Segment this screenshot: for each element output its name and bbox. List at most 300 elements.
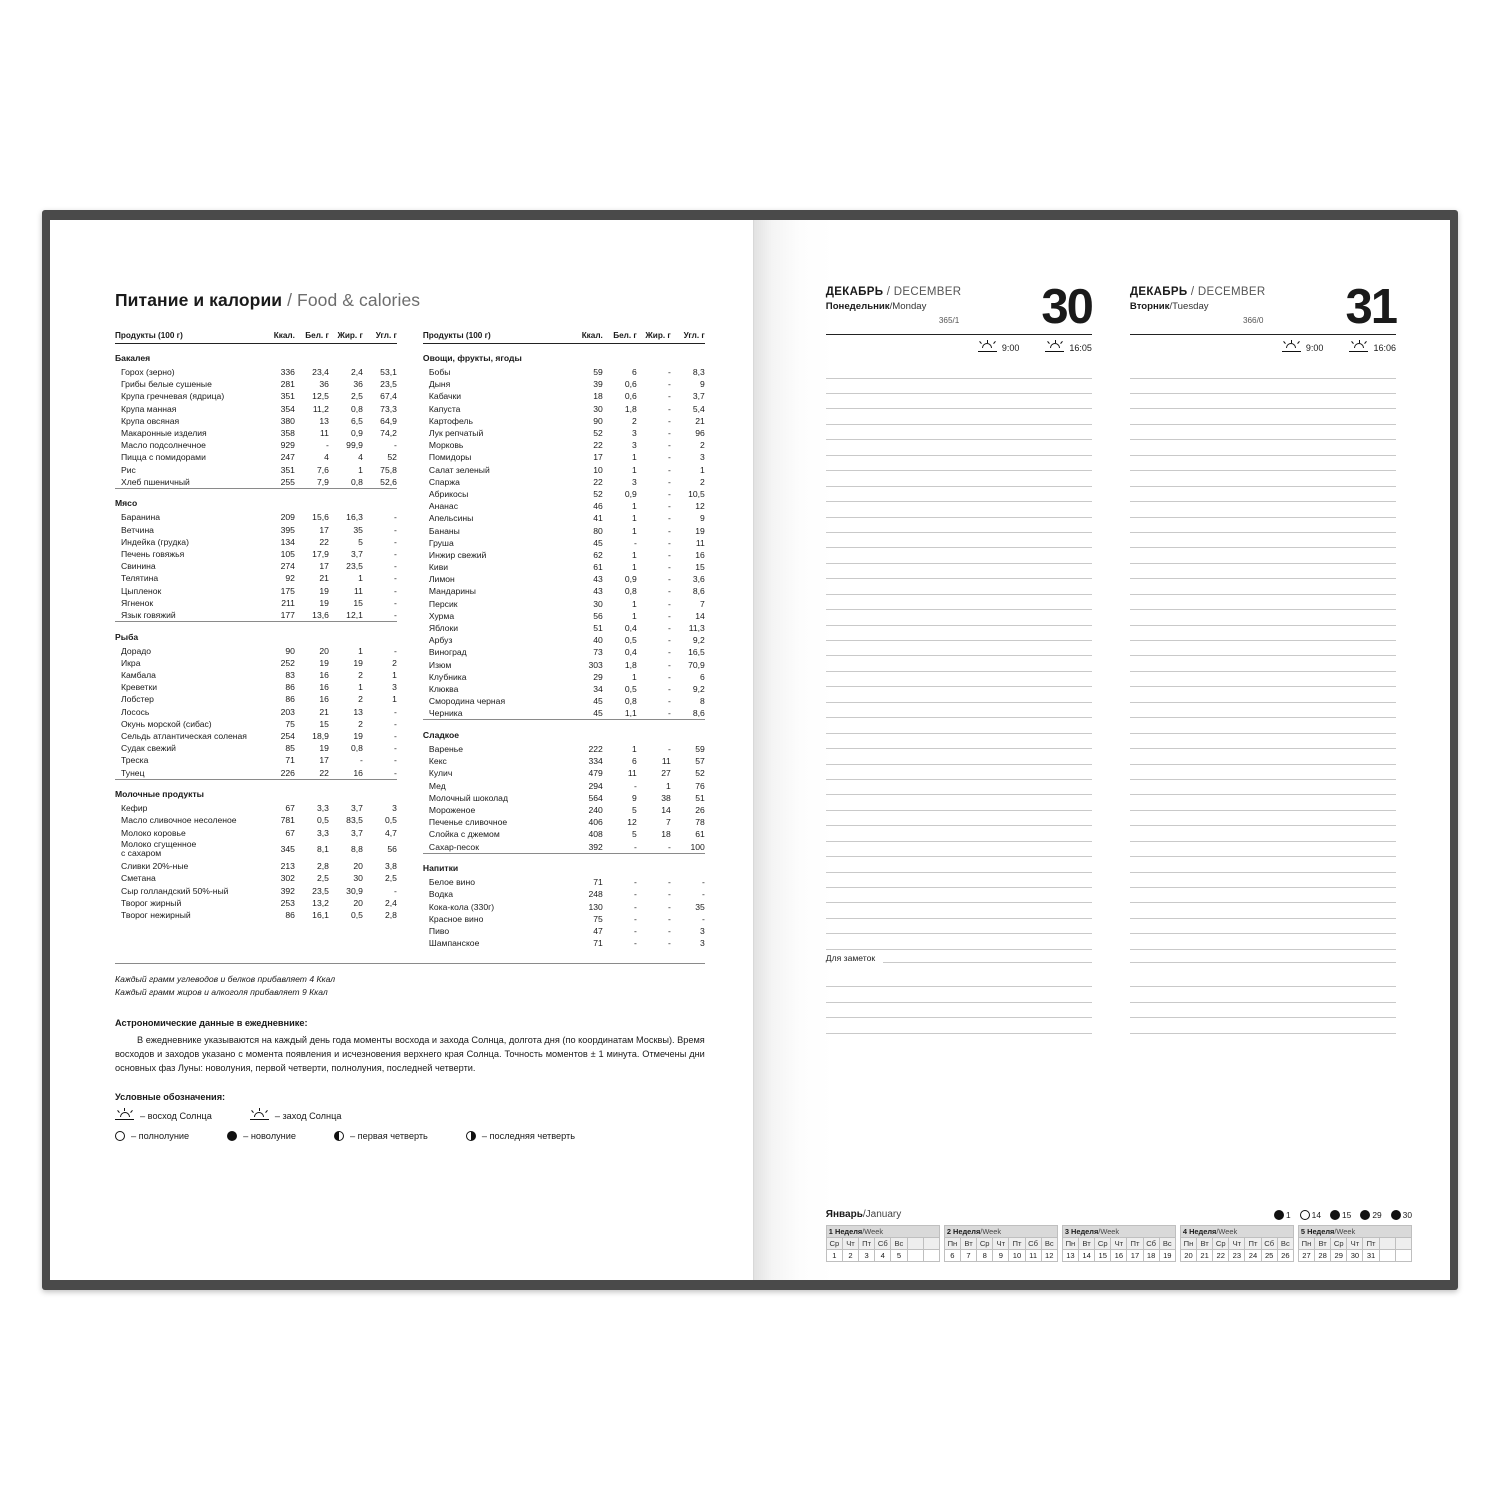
writing-line[interactable]	[826, 610, 1092, 625]
writing-line[interactable]	[1130, 888, 1396, 903]
food-kcal: 302	[280, 873, 295, 884]
writing-line[interactable]	[826, 672, 1092, 687]
writing-line[interactable]	[826, 987, 1092, 1002]
table-row	[115, 548, 397, 560]
writing-line[interactable]	[1130, 1003, 1396, 1018]
full-moon-icon	[1300, 1210, 1310, 1220]
writing-line[interactable]	[826, 873, 1092, 888]
writing-line[interactable]	[1130, 811, 1396, 826]
food-name: Яблоки	[428, 623, 459, 634]
food-fat: -	[667, 683, 671, 694]
writing-line[interactable]	[1130, 518, 1396, 533]
food-fat: 16,3	[346, 512, 363, 523]
writing-line[interactable]	[826, 919, 1092, 934]
table-row	[115, 730, 397, 742]
food-kcal: 209	[280, 512, 295, 523]
food-fat: -	[667, 391, 671, 402]
mini-day-cell[interactable]	[1379, 1250, 1395, 1262]
writing-line[interactable]	[1130, 987, 1396, 1002]
food-fat: -	[667, 610, 671, 621]
food-name: Бобы	[428, 367, 451, 378]
writing-line[interactable]	[826, 826, 1092, 841]
table-row	[423, 755, 705, 767]
writing-line[interactable]	[1130, 749, 1396, 764]
writing-line[interactable]	[826, 1018, 1092, 1033]
food-kcal: 71	[593, 877, 603, 888]
writing-line[interactable]	[1130, 734, 1396, 749]
food-name: Клубника	[428, 671, 467, 682]
table-row	[115, 415, 397, 427]
food-name: Масло сливочное несоленое	[121, 815, 237, 826]
writing-line[interactable]	[1130, 672, 1396, 687]
table-row	[115, 536, 397, 548]
mini-week-table	[1180, 1237, 1294, 1262]
table-row	[115, 366, 397, 378]
food-protein: -	[633, 841, 637, 852]
food-kcal: 240	[588, 804, 603, 815]
food-name: Киви	[428, 562, 449, 573]
writing-line[interactable]	[826, 656, 1092, 671]
writing-line[interactable]	[826, 888, 1092, 903]
food-name: Персик	[428, 598, 458, 609]
writing-line[interactable]	[826, 471, 1092, 486]
food-name: Кока-кола (330г)	[428, 901, 495, 912]
food-fat: 16	[353, 767, 363, 778]
writing-line[interactable]	[826, 641, 1092, 656]
header-protein: Бел. г	[603, 331, 637, 344]
writing-line[interactable]	[826, 795, 1092, 810]
food-kcal: 380	[280, 415, 295, 426]
food-kcal: 395	[280, 524, 295, 535]
table-row	[115, 464, 397, 476]
food-kcal: 73	[593, 647, 603, 658]
food-fat: 13	[353, 706, 363, 717]
food-name: Баранина	[121, 512, 161, 523]
table-row	[115, 885, 397, 897]
food-fat: 18	[661, 829, 671, 840]
mini-dow-cell: Ср	[977, 1238, 993, 1250]
writing-line[interactable]	[826, 564, 1092, 579]
writing-line[interactable]	[1130, 440, 1396, 455]
food-carb: 59	[695, 744, 705, 755]
day-number: 31	[1345, 280, 1396, 334]
food-fat: 2	[358, 670, 363, 681]
writing-line[interactable]	[1130, 873, 1396, 888]
food-carb: 3,7	[692, 391, 705, 402]
mini-day-cell[interactable]: 29	[1331, 1250, 1347, 1262]
food-name: Пицца с помидорами	[121, 452, 206, 463]
writing-line[interactable]	[1130, 502, 1396, 517]
food-kcal: 130	[588, 901, 603, 912]
writing-line[interactable]	[826, 502, 1092, 517]
day-counter: 365/1	[938, 316, 960, 325]
food-name: Хурма	[428, 610, 455, 621]
food-fat: -	[667, 925, 671, 936]
food-fat: -	[667, 841, 671, 852]
food-protein: 19	[319, 743, 329, 754]
writing-line[interactable]	[1130, 564, 1396, 579]
sun-times	[1130, 335, 1396, 354]
food-fat: -	[667, 671, 671, 682]
mini-day-cell[interactable]: 16	[1111, 1250, 1127, 1262]
food-carb: 1	[392, 694, 397, 705]
table-row	[423, 876, 705, 888]
writing-line[interactable]	[1130, 1018, 1396, 1033]
writing-line[interactable]	[826, 718, 1092, 733]
new-moon-icon	[1330, 1210, 1340, 1220]
table-row	[423, 378, 705, 390]
food-protein: 23,4	[312, 367, 329, 378]
mini-day-cell[interactable]	[907, 1250, 923, 1262]
writing-line[interactable]	[1130, 795, 1396, 810]
moon-phase-day: 1	[1286, 1209, 1291, 1220]
writing-line[interactable]	[1130, 641, 1396, 656]
mini-day-cell[interactable]	[923, 1250, 939, 1262]
food-name: Апельсины	[428, 513, 474, 524]
food-name: Шампанское	[428, 938, 480, 949]
writing-line[interactable]	[826, 425, 1092, 440]
writing-lines[interactable]	[1130, 363, 1396, 950]
food-carb: -	[394, 524, 397, 535]
legend-full-moon-label: – полнолуние	[131, 1130, 190, 1141]
mini-week-title: 4 Неделя/Week	[1180, 1225, 1294, 1237]
day-number: 30	[1041, 280, 1092, 334]
food-protein: -	[326, 440, 329, 451]
food-name: Капуста	[428, 403, 461, 414]
day-header	[825, 280, 1092, 334]
writing-line[interactable]	[826, 518, 1092, 533]
mini-day-cell[interactable]	[1395, 1250, 1411, 1262]
food-protein: 5	[632, 804, 637, 815]
footnote-carbs-protein: Каждый грамм углеводов и белков прибавляет 4 Ккал	[115, 974, 336, 985]
new-moon-icon	[1391, 1210, 1401, 1220]
writing-line[interactable]	[826, 687, 1092, 702]
food-kcal: 45	[593, 696, 603, 707]
writing-line[interactable]	[1130, 718, 1396, 733]
mini-day-cell[interactable]: 6	[944, 1250, 960, 1262]
food-fat: 3,7	[350, 803, 363, 814]
food-carb: 10,5	[688, 488, 705, 499]
writing-line[interactable]	[1130, 379, 1396, 394]
writing-line[interactable]	[826, 626, 1092, 641]
food-name: Макаронные изделия	[121, 428, 207, 439]
food-fat: 2,4	[350, 367, 363, 378]
mini-day-cell[interactable]: 10	[1009, 1250, 1025, 1262]
page-title-ru: Питание и калории	[115, 290, 283, 310]
food-name: Кефир	[121, 803, 148, 814]
mini-week-title: 2 Неделя/Week	[944, 1225, 1058, 1237]
writing-line[interactable]	[826, 749, 1092, 764]
food-carb: 26	[695, 804, 705, 815]
mini-day-cell[interactable]: 21	[1197, 1250, 1213, 1262]
notes-row	[1130, 950, 1396, 963]
table-row	[423, 439, 705, 451]
mini-dow-cell: Чт	[842, 1238, 858, 1250]
mini-day-cell[interactable]: 13	[1062, 1250, 1078, 1262]
food-fat: -	[667, 647, 671, 658]
mini-day-cell[interactable]: 12	[1041, 1250, 1057, 1262]
food-kcal: 255	[280, 476, 295, 487]
food-kcal: 10	[593, 464, 603, 475]
food-name: Креветки	[121, 682, 158, 693]
food-fat: -	[667, 367, 671, 378]
mini-day-cell[interactable]: 4	[875, 1250, 891, 1262]
writing-line[interactable]	[826, 765, 1092, 780]
food-carb: 96	[695, 428, 705, 439]
food-carb: 8,6	[692, 586, 705, 597]
food-fat: -	[667, 476, 671, 487]
mini-day-cell[interactable]: 24	[1245, 1250, 1261, 1262]
food-fat: 1	[358, 573, 363, 584]
table-row	[115, 524, 397, 536]
writing-line[interactable]	[1130, 842, 1396, 857]
mini-day-cell[interactable]: 18	[1143, 1250, 1159, 1262]
writing-line[interactable]	[826, 972, 1092, 987]
mini-dow-cell: Сб	[1025, 1238, 1041, 1250]
table-row	[115, 645, 397, 657]
food-name: Судак свежий	[121, 743, 176, 754]
writing-line[interactable]	[1130, 548, 1396, 563]
writing-line[interactable]	[1130, 610, 1396, 625]
mini-day-cell[interactable]: 3	[859, 1250, 875, 1262]
writing-line[interactable]	[826, 1003, 1092, 1018]
food-kcal: 43	[593, 586, 603, 597]
food-protein: 13,2	[312, 897, 329, 908]
food-carb: 11	[695, 537, 705, 548]
food-name: Варенье	[428, 744, 463, 755]
writing-line[interactable]	[1130, 903, 1396, 918]
writing-line[interactable]	[826, 440, 1092, 455]
writing-line[interactable]	[1130, 363, 1396, 378]
mini-dow-cell	[907, 1238, 923, 1250]
food-fat: 23,5	[346, 561, 363, 572]
food-carb: 2	[700, 440, 705, 451]
food-fat: 0,5	[350, 909, 363, 920]
legend-moon-row	[115, 1131, 705, 1141]
mini-day-cell[interactable]: 5	[891, 1250, 907, 1262]
writing-line[interactable]	[826, 409, 1092, 424]
writing-line[interactable]	[1130, 533, 1396, 548]
writing-line[interactable]	[1130, 456, 1396, 471]
legend-first-quarter-label: – первая четверть	[349, 1130, 428, 1141]
food-name: Молоко сгущенное с сахаром	[121, 838, 197, 859]
writing-line[interactable]	[1130, 626, 1396, 641]
writing-line[interactable]	[1130, 595, 1396, 610]
writing-line[interactable]	[1130, 687, 1396, 702]
writing-line[interactable]	[826, 456, 1092, 471]
writing-line[interactable]	[826, 857, 1092, 872]
writing-line[interactable]	[826, 579, 1092, 594]
table-row	[423, 464, 705, 476]
mini-day-cell[interactable]: 15	[1095, 1250, 1111, 1262]
food-fat: -	[667, 901, 671, 912]
food-name: Виноград	[428, 647, 467, 658]
legend-sun-row	[115, 1110, 705, 1123]
food-protein: -	[633, 901, 637, 912]
writing-line[interactable]	[1130, 780, 1396, 795]
table-row	[115, 609, 397, 622]
writing-line[interactable]	[1130, 826, 1396, 841]
writing-line[interactable]	[1130, 972, 1396, 987]
food-carb: 8,6	[692, 708, 705, 719]
mini-day-cell[interactable]: 30	[1347, 1250, 1363, 1262]
writing-line[interactable]	[826, 533, 1092, 548]
food-kcal: 30	[593, 598, 603, 609]
writing-line[interactable]	[826, 394, 1092, 409]
writing-line[interactable]	[1130, 934, 1396, 949]
food-fat: -	[667, 562, 671, 573]
food-name: Груша	[428, 537, 454, 548]
writing-line[interactable]	[826, 934, 1092, 949]
mini-day-cell[interactable]: 26	[1277, 1250, 1293, 1262]
writing-line[interactable]	[826, 780, 1092, 795]
food-carb: 3,6	[692, 574, 705, 585]
food-fat: -	[667, 525, 671, 536]
table-row	[423, 913, 705, 925]
mini-day-cell[interactable]: 14	[1079, 1250, 1095, 1262]
table-row	[423, 524, 705, 536]
mini-day-cell[interactable]: 25	[1261, 1250, 1277, 1262]
food-carb: 15	[695, 562, 705, 573]
writing-line[interactable]	[1130, 425, 1396, 440]
mini-week-2	[944, 1225, 1058, 1262]
mini-day-cell[interactable]: 28	[1315, 1250, 1331, 1262]
notes-lines[interactable]	[1130, 972, 1396, 1034]
food-fat: 35	[353, 524, 363, 535]
mini-day-cell[interactable]: 19	[1159, 1250, 1175, 1262]
writing-line[interactable]	[826, 548, 1092, 563]
mini-week-title: 5 Неделя/Week	[1298, 1225, 1412, 1237]
mini-day-cell[interactable]: 22	[1213, 1250, 1229, 1262]
food-fat: -	[667, 501, 671, 512]
writing-line[interactable]	[1130, 471, 1396, 486]
mini-day-cell[interactable]: 20	[1180, 1250, 1196, 1262]
writing-line[interactable]	[1130, 919, 1396, 934]
table-row	[115, 742, 397, 754]
writing-line[interactable]	[826, 734, 1092, 749]
table-row	[115, 681, 397, 693]
writing-line[interactable]	[1130, 394, 1396, 409]
mini-day-cell[interactable]: 8	[977, 1250, 993, 1262]
mini-day-cell[interactable]: 27	[1298, 1250, 1314, 1262]
food-kcal: 67	[285, 803, 295, 814]
food-kcal: 62	[593, 549, 603, 560]
mini-dow-cell: Вс	[1041, 1238, 1057, 1250]
writing-line[interactable]	[826, 379, 1092, 394]
table-row	[115, 802, 397, 814]
writing-line[interactable]	[1130, 765, 1396, 780]
writing-line[interactable]	[1130, 857, 1396, 872]
writing-line[interactable]	[826, 811, 1092, 826]
mini-day-cell[interactable]: 1	[826, 1250, 842, 1262]
writing-lines[interactable]	[826, 363, 1092, 950]
legend-last-quarter-label: – последняя четверть	[481, 1130, 575, 1141]
food-fat: 0,8	[350, 403, 363, 414]
food-name: Арбуз	[428, 635, 453, 646]
food-carb: 14	[695, 610, 705, 621]
notes-row	[826, 950, 1092, 963]
food-name: Черника	[428, 708, 463, 719]
mini-day-cell[interactable]: 7	[960, 1250, 976, 1262]
food-name: Мандарины	[428, 586, 476, 597]
food-name: Печень говяжья	[121, 549, 185, 560]
writing-line[interactable]	[826, 903, 1092, 918]
writing-line[interactable]	[826, 487, 1092, 502]
header-protein: Бел. г	[295, 331, 329, 344]
mini-day-cell[interactable]: 31	[1363, 1250, 1379, 1262]
mini-dow-cell: Чт	[993, 1238, 1009, 1250]
food-name: Салат зеленый	[428, 464, 490, 475]
food-table-column-1	[115, 331, 397, 949]
food-carb: 67,4	[380, 391, 397, 402]
day-header	[1129, 280, 1396, 334]
mini-day-cell[interactable]: 17	[1127, 1250, 1143, 1262]
food-name: Лосось	[121, 706, 150, 717]
food-name: Рис	[121, 464, 136, 475]
notes-line[interactable]	[1130, 950, 1396, 963]
mini-day-cell[interactable]: 11	[1025, 1250, 1041, 1262]
table-row	[423, 659, 705, 671]
writing-line[interactable]	[826, 363, 1092, 378]
mini-day-cell[interactable]: 2	[842, 1250, 858, 1262]
food-name: Ветчина	[121, 524, 154, 535]
food-carb: 16	[695, 549, 705, 560]
food-fat: 0,8	[350, 476, 363, 487]
table-row	[423, 622, 705, 634]
writing-line[interactable]	[1130, 487, 1396, 502]
mini-dow-cell: Вс	[1277, 1238, 1293, 1250]
writing-line[interactable]	[1130, 579, 1396, 594]
food-fat: -	[667, 379, 671, 390]
notes-lines[interactable]	[826, 972, 1092, 1034]
food-protein: 7,9	[316, 476, 329, 487]
food-carb: 4,7	[384, 827, 397, 838]
writing-line[interactable]	[1130, 703, 1396, 718]
food-kcal: 51	[593, 623, 603, 634]
food-protein: 1,1	[624, 708, 637, 719]
food-protein: 6	[632, 756, 637, 767]
food-kcal: 47	[593, 925, 603, 936]
food-protein: 15	[319, 718, 329, 729]
writing-line[interactable]	[826, 703, 1092, 718]
writing-line[interactable]	[1130, 656, 1396, 671]
food-group-label: Молочные продукты	[115, 789, 205, 800]
header-product: Продукты (100 г)	[115, 331, 261, 344]
writing-line[interactable]	[826, 842, 1092, 857]
notes-line[interactable]	[883, 950, 1092, 963]
food-protein: -	[633, 780, 637, 791]
mini-week-table	[1298, 1237, 1412, 1262]
food-kcal: 929	[280, 440, 295, 451]
table-row	[423, 840, 705, 853]
food-protein: 19	[319, 657, 329, 668]
day-month: ДЕКАБРЬ / DECEMBER	[1129, 286, 1266, 298]
writing-line[interactable]	[1130, 409, 1396, 424]
food-kcal: 86	[285, 682, 295, 693]
mini-dow-cell: Ср	[826, 1238, 842, 1250]
food-name: Пиво	[428, 925, 450, 936]
food-fat: -	[667, 415, 671, 426]
writing-line[interactable]	[826, 595, 1092, 610]
header-kcal: Ккал.	[261, 331, 295, 344]
mini-day-cell[interactable]: 9	[993, 1250, 1009, 1262]
mini-week-table	[944, 1237, 1058, 1262]
moon-phase-legend	[1274, 1210, 1412, 1220]
mini-day-cell[interactable]: 23	[1229, 1250, 1245, 1262]
mini-week-title: 3 Неделя/Week	[1062, 1225, 1176, 1237]
food-fat: 27	[661, 768, 671, 779]
sunset-time: 16:05	[1045, 341, 1092, 354]
